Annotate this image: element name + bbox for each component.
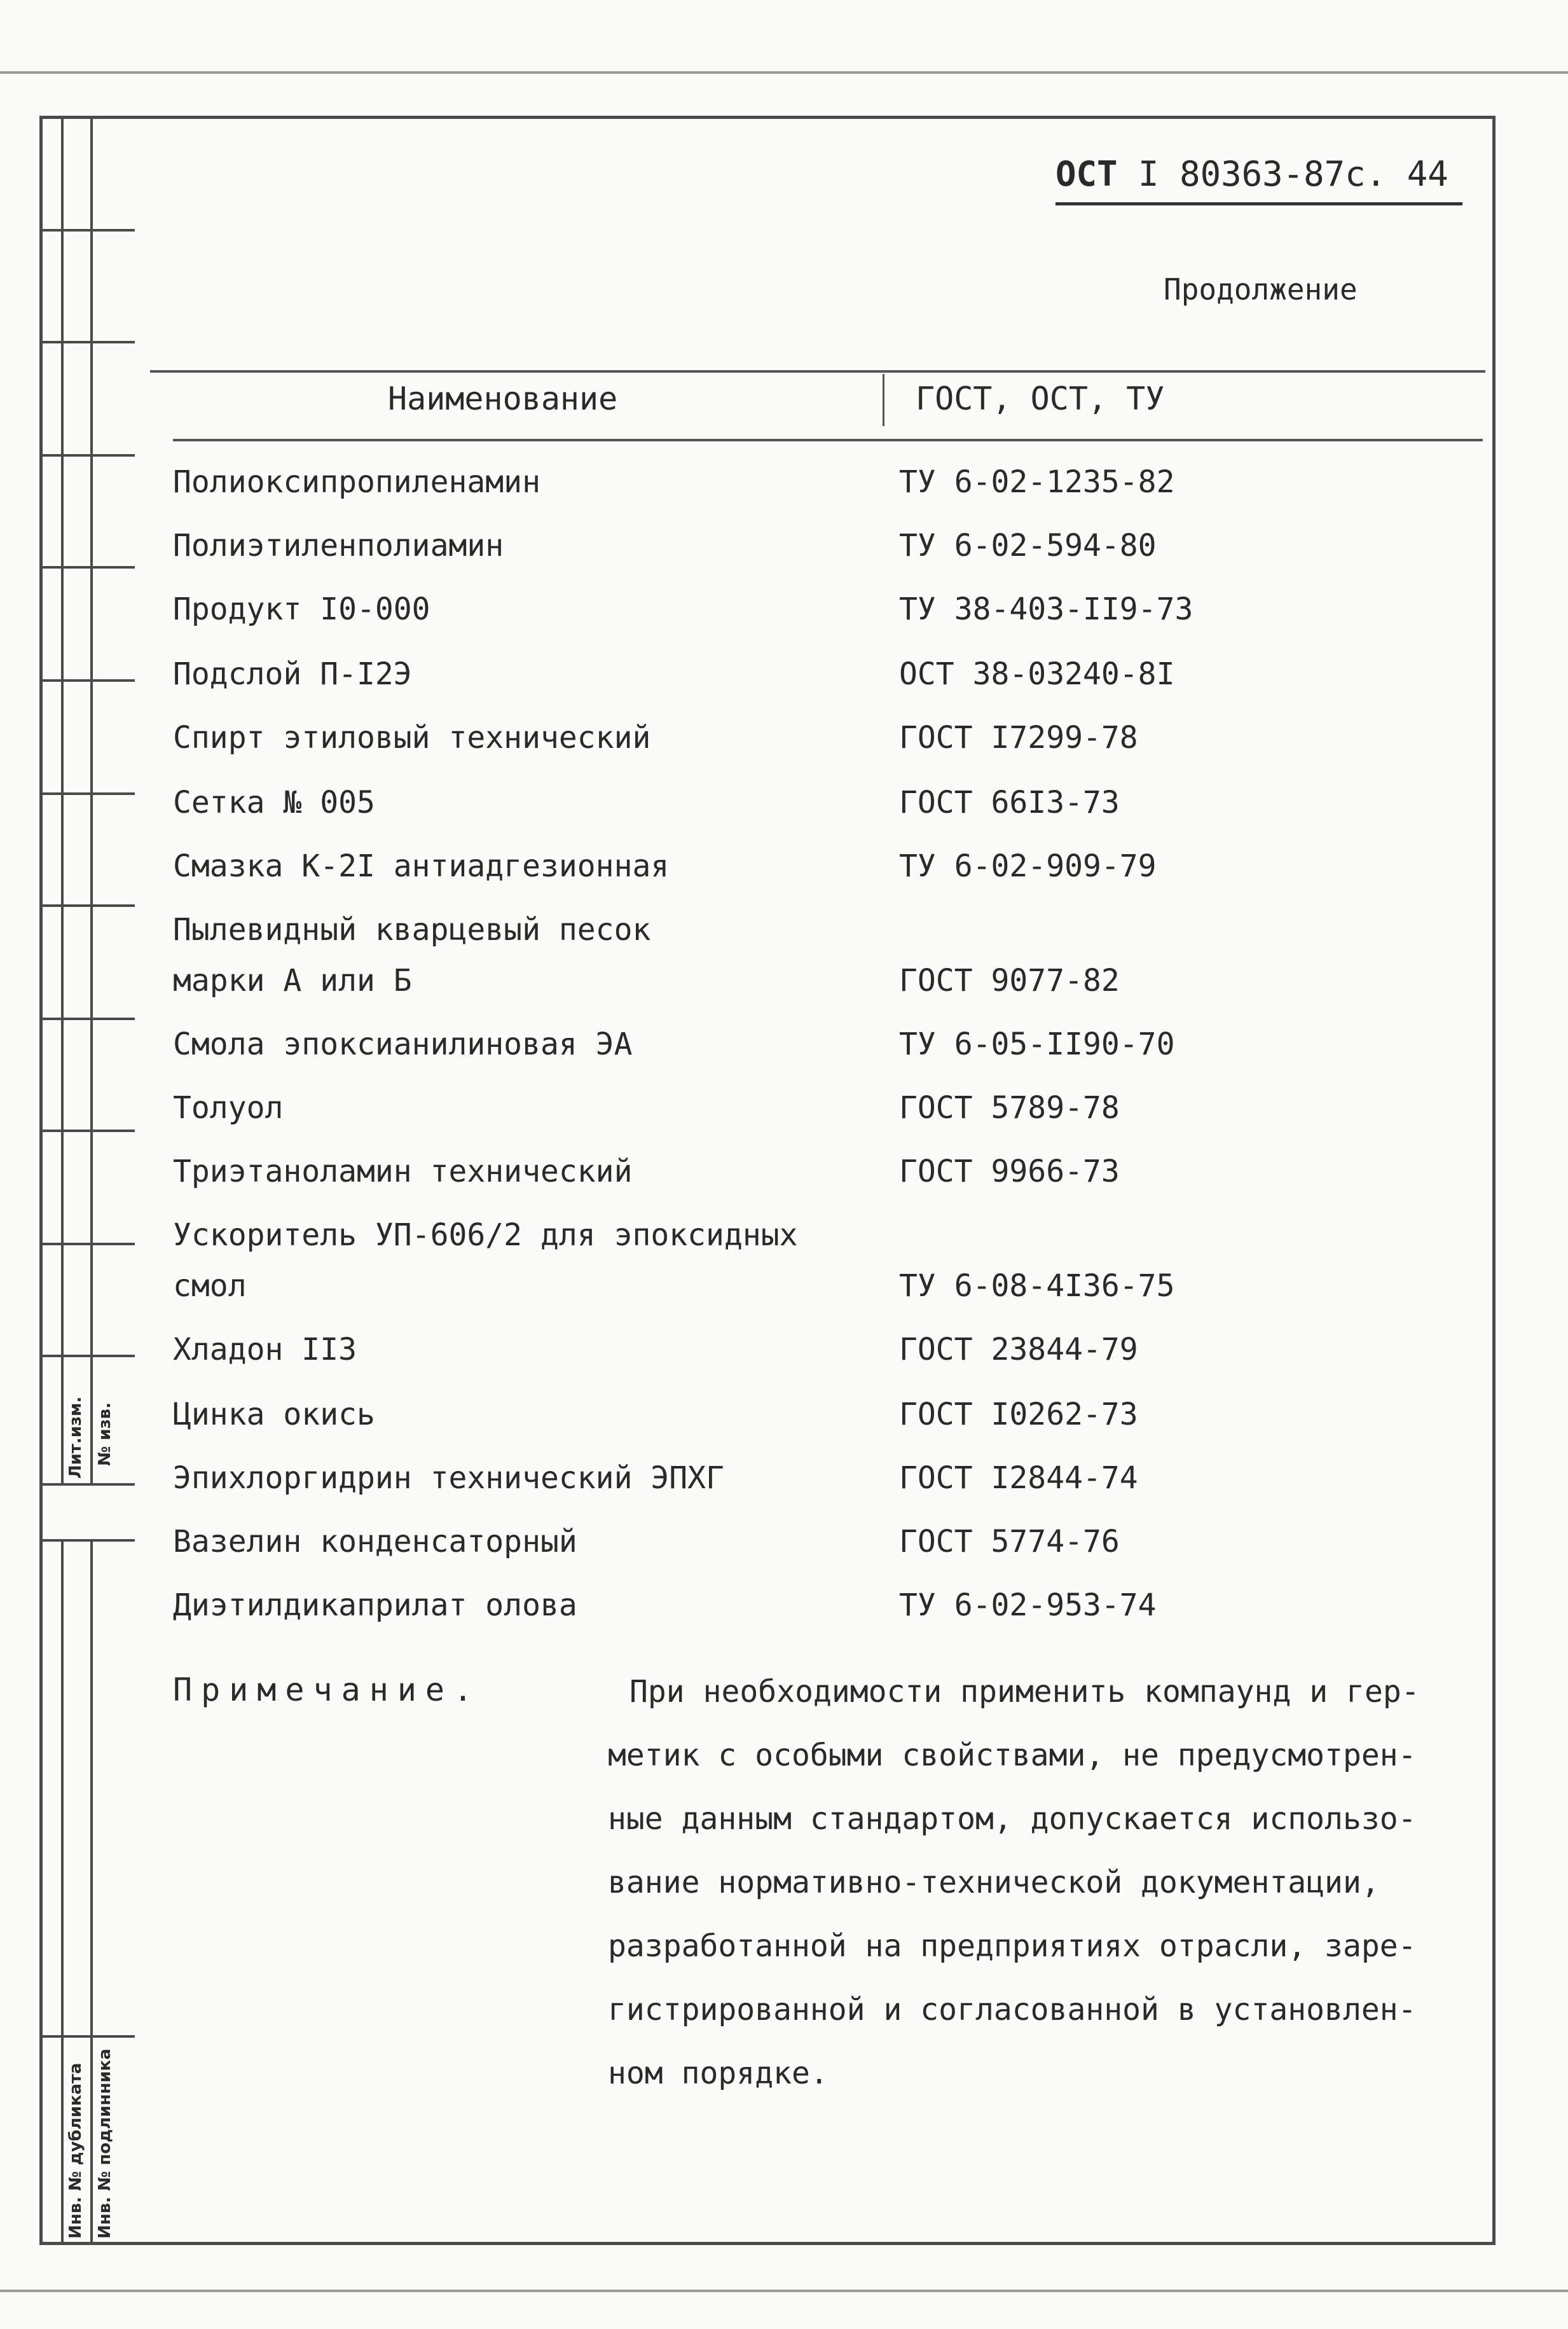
table-row-standard: ГОСТ 9077-82 bbox=[899, 963, 1120, 999]
stamp-lit-izm: Лит.изм. bbox=[66, 1396, 85, 1479]
table-row-standard: ТУ 38-403-II9-73 bbox=[899, 591, 1193, 627]
table-row-name: Смазка К-2I антиадгезионная bbox=[173, 848, 670, 884]
table-row-standard: ГОСТ 9966-73 bbox=[899, 1154, 1120, 1189]
note-line: ном порядке. bbox=[608, 2056, 829, 2091]
table-row-name: Смола эпоксианилиновая ЭА bbox=[173, 1026, 633, 1062]
stamp-no-izv: № изв. bbox=[95, 1402, 114, 1466]
table-row-standard: ГОСТ 23844-79 bbox=[899, 1332, 1138, 1367]
document-code-number: I 80363-87с. 44 bbox=[1117, 154, 1448, 194]
bottom-scan-rule bbox=[0, 2290, 1568, 2292]
table-row-name: Вазелин конденсаторный bbox=[173, 1524, 577, 1559]
table-row-standard: ГОСТ I2844-74 bbox=[899, 1460, 1138, 1496]
table-row-standard: ТУ 6-02-594-80 bbox=[899, 528, 1157, 563]
table-row-name: Подслой П-I2Э bbox=[173, 656, 412, 692]
stamp-inv-dubl: Инв. № дубликата bbox=[66, 2063, 85, 2239]
table-row-name: Продукт I0-000 bbox=[173, 591, 430, 627]
table-top-rule bbox=[150, 370, 1485, 373]
table-row-name: Полиэтиленполиамин bbox=[173, 528, 504, 563]
stamp-inv-podl: Инв. № подлинника bbox=[95, 2049, 114, 2239]
table-row-standard: ГОСТ I0262-73 bbox=[899, 1397, 1138, 1432]
table-row-name: Диэтилдикаприлат олова bbox=[173, 1587, 577, 1623]
note-line: гистрированной и согласованной в установлен- bbox=[608, 1992, 1417, 2028]
note-label: Примечание. bbox=[173, 1671, 482, 1708]
note-line: метик с особыми свойствами, не предусмотрен- bbox=[608, 1738, 1417, 1773]
column-separator bbox=[883, 374, 884, 426]
column-header-standard: ГОСТ, ОСТ, ТУ bbox=[916, 380, 1165, 417]
table-row-standard: ГОСТ 5789-78 bbox=[899, 1090, 1120, 1126]
table-row-standard: ОСТ 38-03240-8I bbox=[899, 656, 1175, 692]
document-code bbox=[1056, 154, 1462, 194]
column-header-name: Наименование bbox=[388, 380, 618, 417]
note-line: ные данным стандартом, допускается использо- bbox=[608, 1801, 1417, 1837]
table-row-name: Пылевидный кварцевый песок bbox=[173, 912, 651, 948]
table-row-standard: ТУ 6-02-953-74 bbox=[899, 1587, 1157, 1623]
document-code-underline bbox=[1056, 202, 1462, 205]
table-header-rule bbox=[173, 439, 1483, 441]
table-row-name: Хладон II3 bbox=[173, 1332, 357, 1367]
table-row-name: Полиоксипропиленамин bbox=[173, 464, 540, 500]
table-row-standard: ТУ 6-05-II90-70 bbox=[899, 1026, 1175, 1062]
note-line: вание нормативно-технической документации, bbox=[608, 1865, 1380, 1900]
note-line: разработанной на предприятиях отрасли, заре- bbox=[608, 1928, 1417, 1964]
table-row-standard: ТУ 6-02-909-79 bbox=[899, 848, 1157, 884]
table-row-name: Триэтаноламин технический bbox=[173, 1154, 633, 1189]
table-row-standard: ГОСТ I7299-78 bbox=[899, 720, 1138, 756]
table-row-name: Эпихлоргидрин технический ЭПХГ bbox=[173, 1460, 724, 1496]
table-row-standard: ГОСТ 66I3-73 bbox=[899, 785, 1120, 820]
document-code-prefix: ОСТ bbox=[1056, 154, 1118, 194]
table-row-name: Ускоритель УП-606/2 для эпоксидных bbox=[173, 1217, 798, 1253]
table-row-name: Сетка № 005 bbox=[173, 785, 375, 820]
table-row-standard: ГОСТ 5774-76 bbox=[899, 1524, 1120, 1559]
top-scan-rule bbox=[0, 71, 1568, 74]
continuation-label: Продолжение bbox=[1164, 272, 1358, 307]
table-row-name-cont: смол bbox=[173, 1268, 247, 1304]
table-row-standard: ТУ 6-08-4I36-75 bbox=[899, 1268, 1175, 1304]
table-row-standard: ТУ 6-02-1235-82 bbox=[899, 464, 1175, 500]
table-row-name: Толуол bbox=[173, 1090, 284, 1126]
table-row-name-cont: марки А или Б bbox=[173, 963, 412, 999]
table-row-name: Спирт этиловый технический bbox=[173, 720, 651, 756]
table-row-name: Цинка окись bbox=[173, 1397, 375, 1432]
note-line: При необходимости применить компаунд и гер- bbox=[629, 1674, 1420, 1710]
